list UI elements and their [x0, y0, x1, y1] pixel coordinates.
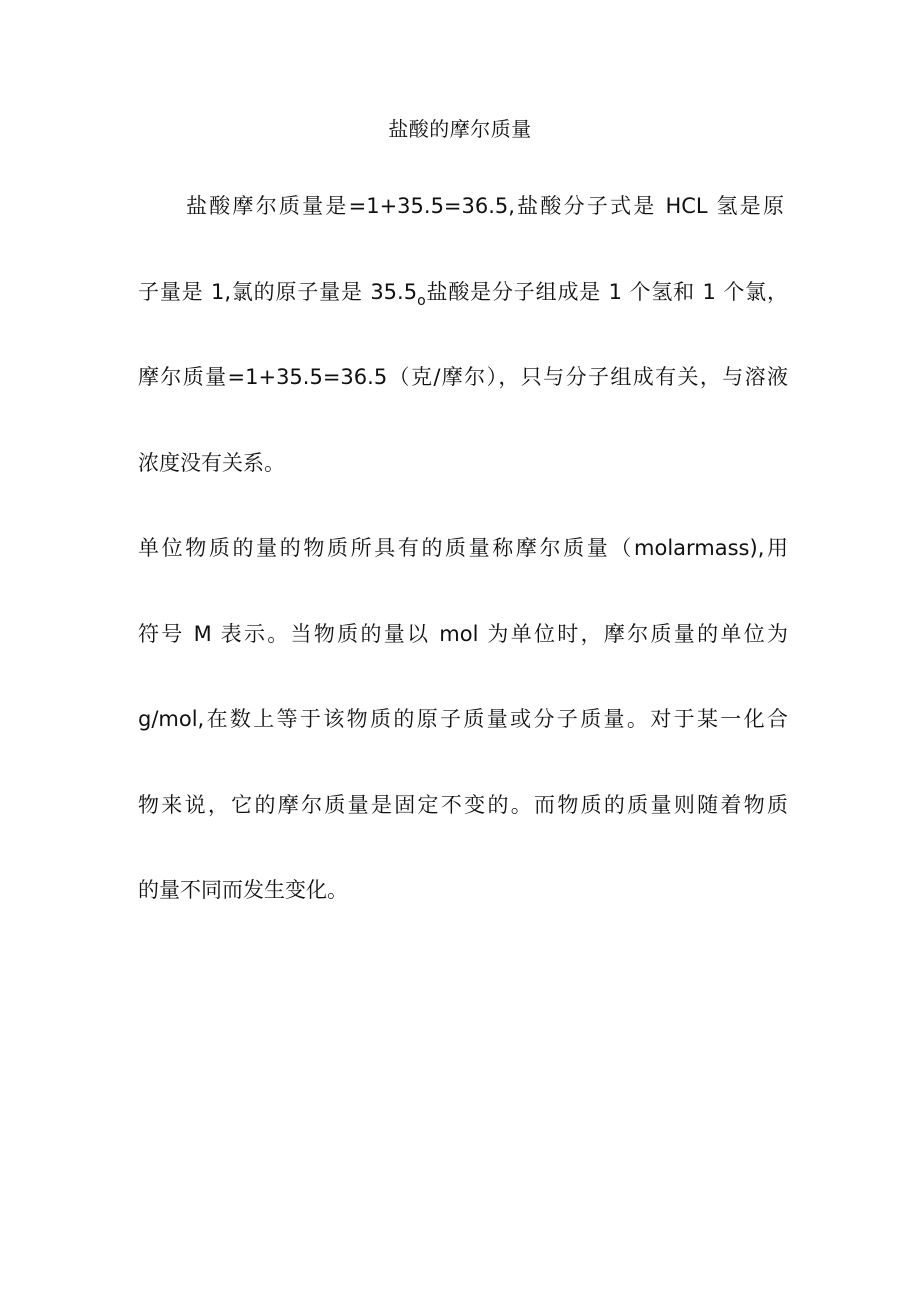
- paragraph2-line5: 的量不同而发生变化。: [138, 878, 348, 902]
- paragraph1-line1: 盐酸摩尔质量是=1+35.5=36.5,盐酸分子式是 HCL 氢是原: [186, 194, 784, 218]
- paragraph1-line3: 摩尔质量=1+35.5=36.5（克/摩尔），只与分子组成有关，与溶液: [138, 365, 788, 389]
- paragraph1-line4: 浓度没有关系。: [138, 451, 285, 475]
- paragraph1-line2-subscript: o: [417, 293, 426, 309]
- paragraph1-line2-part-b: 盐酸是分子组成是 1 个氢和 1 个氯，: [425, 280, 788, 304]
- document-title: 盐酸的摩尔质量: [388, 117, 532, 141]
- paragraph1-line2: [138, 277, 788, 310]
- paragraph2-line4: 物来说，它的摩尔质量是固定不变的。而物质的质量则随着物质: [138, 793, 788, 817]
- paragraph2-line1: 单位物质的量的物质所具有的质量称摩尔质量（molarmass),用: [138, 536, 788, 560]
- paragraph2-line2: 符号 M 表示。当物质的量以 mol 为单位时，摩尔质量的单位为: [138, 622, 788, 646]
- paragraph2-line3: g/mol,在数上等于该物质的原子质量或分子质量。对于某一化合: [138, 707, 788, 731]
- paragraph1-line2-part-a: 子量是 1,氯的原子量是 35.5: [138, 280, 418, 304]
